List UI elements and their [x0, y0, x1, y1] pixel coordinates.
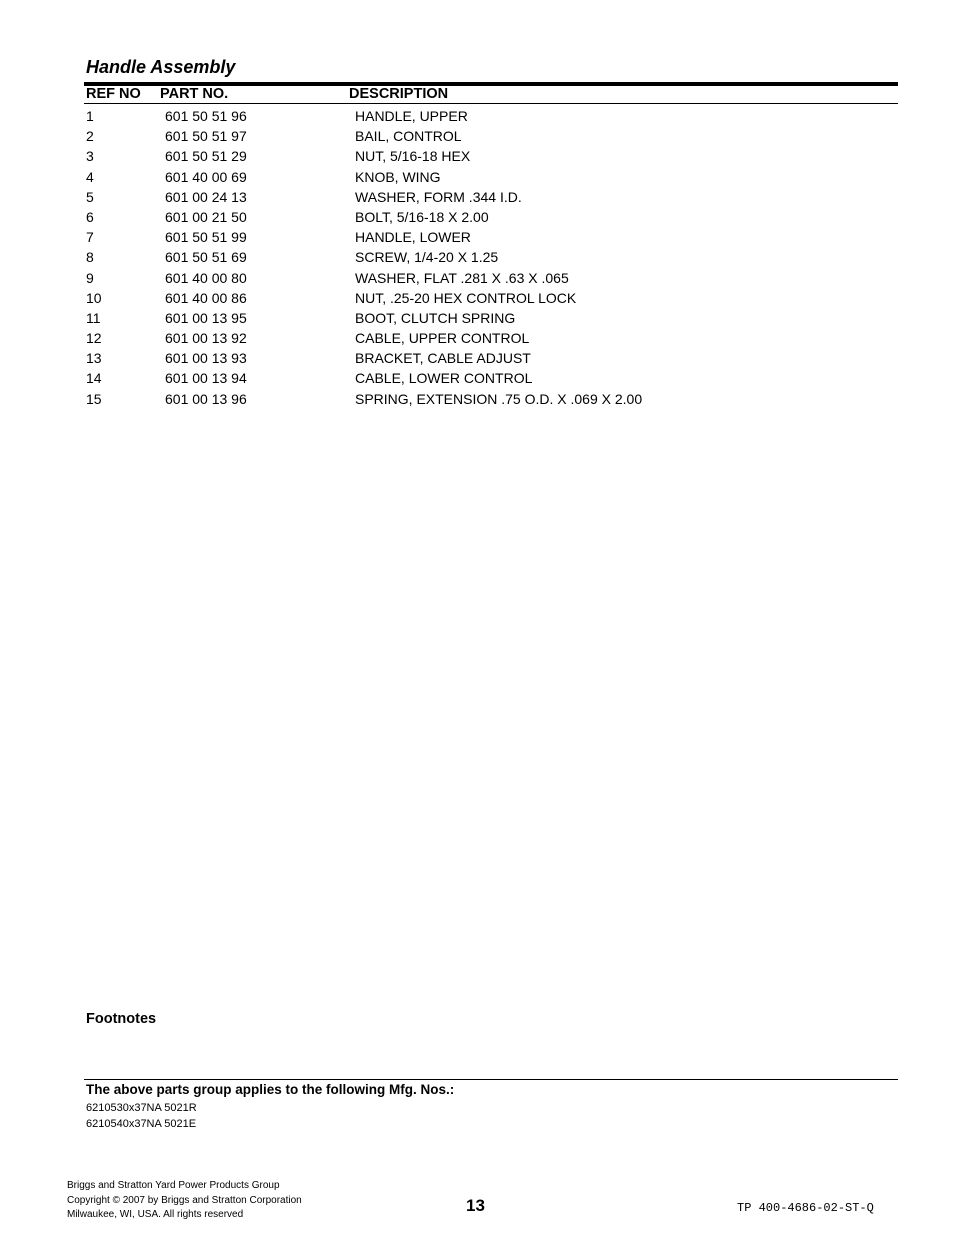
table-row: [0, 146, 954, 166]
description-cell: BRACKET, CABLE ADJUST: [355, 350, 531, 367]
table-row: [0, 187, 954, 207]
description-cell: NUT, .25-20 HEX CONTROL LOCK: [355, 289, 577, 306]
ref-cell: 12: [86, 330, 102, 347]
part-number-cell: 601 50 51 97: [165, 128, 247, 145]
ref-cell: 11: [86, 309, 101, 326]
ref-cell: 15: [86, 390, 102, 407]
description-cell: HANDLE, UPPER: [355, 108, 468, 124]
description-cell: WASHER, FLAT .281 X .63 X .065: [355, 269, 569, 286]
table-row: [0, 207, 954, 227]
table-row: [0, 308, 954, 328]
description-cell: CABLE, LOWER CONTROL: [355, 370, 533, 387]
page-number: 13: [466, 1196, 485, 1215]
description-cell: WASHER, FORM .344 I.D.: [355, 188, 522, 205]
mfg-number: 6210540x37NA 5021E: [86, 1118, 197, 1130]
part-number-cell: 601 00 13 95: [165, 309, 247, 326]
table-row: [0, 389, 954, 409]
description-cell: BAIL, CONTROL: [355, 128, 462, 145]
section-title: Handle Assembly: [86, 57, 236, 77]
table-row: [0, 247, 954, 267]
description-cell: NUT, 5/16-18 HEX: [355, 148, 471, 165]
mfg-numbers-list: [86, 1100, 197, 1132]
ref-cell: 3: [86, 148, 94, 165]
company-name: Briggs and Stratton Yard Power Products Group: [67, 1180, 280, 1191]
column-header-description: DESCRIPTION: [349, 86, 449, 102]
description-cell: BOLT, 5/16-18 X 2.00: [355, 208, 489, 225]
part-number-cell: 601 50 51 29: [165, 148, 247, 165]
table-row: [0, 348, 954, 368]
table-row: [0, 106, 954, 126]
table-row: [0, 288, 954, 308]
part-number-cell: 601 00 13 96: [165, 390, 247, 407]
table-row: [0, 227, 954, 247]
part-number-cell: 601 00 24 13: [165, 188, 247, 205]
footnotes-heading: Footnotes: [86, 1011, 157, 1027]
mfg-rule: [84, 1079, 898, 1080]
parts-table: [0, 106, 954, 409]
ref-cell: 10: [86, 289, 102, 306]
document-code: TP 400-4686-02-ST-Q: [737, 1201, 874, 1215]
part-number-cell: 601 40 00 80: [165, 269, 247, 286]
ref-cell: 4: [86, 168, 94, 185]
rights-text: Milwaukee, WI, USA. All rights reserved: [67, 1209, 244, 1220]
part-number-cell: 601 00 13 93: [165, 350, 247, 367]
table-row: [0, 126, 954, 146]
ref-cell: 2: [86, 128, 94, 145]
part-number-cell: 601 40 00 69: [165, 168, 247, 185]
description-cell: CABLE, UPPER CONTROL: [355, 330, 530, 347]
column-header-ref: REF NO: [86, 86, 141, 102]
table-row: [0, 328, 954, 348]
table-row: [0, 167, 954, 187]
part-number-cell: 601 40 00 86: [165, 289, 247, 306]
ref-cell: 13: [86, 350, 102, 367]
copyright-block: [67, 1179, 302, 1223]
part-number-cell: 601 00 13 94: [165, 370, 247, 387]
copyright-text: Copyright © 2007 by Briggs and Stratton Corporation: [67, 1194, 302, 1206]
ref-cell: 7: [86, 229, 94, 246]
ref-cell: 9: [86, 269, 94, 286]
part-number-cell: 601 50 51 69: [165, 249, 247, 266]
part-number-cell: 601 50 51 96: [165, 108, 247, 124]
ref-cell: 1: [86, 108, 94, 124]
description-cell: HANDLE, LOWER: [355, 229, 471, 246]
part-number-cell: 601 00 13 92: [165, 330, 247, 347]
mfg-numbers-heading: The above parts group applies to the following Mfg. Nos.:: [86, 1082, 455, 1097]
part-number-cell: 601 50 51 99: [165, 229, 247, 246]
ref-cell: 14: [86, 370, 102, 387]
description-cell: KNOB, WING: [355, 168, 441, 185]
column-header-part: PART NO.: [160, 86, 229, 102]
part-number-cell: 601 00 21 50: [165, 208, 247, 225]
description-cell: SPRING, EXTENSION .75 O.D. X .069 X 2.00: [355, 390, 643, 407]
ref-cell: 5: [86, 188, 94, 205]
mfg-number: 6210530x37NA 5021R: [86, 1102, 197, 1114]
table-row: [0, 368, 954, 388]
table-row: [0, 268, 954, 288]
description-cell: SCREW, 1/4-20 X 1.25: [355, 249, 499, 266]
description-cell: BOOT, CLUTCH SPRING: [355, 309, 516, 326]
header-rule: [84, 103, 898, 104]
ref-cell: 6: [86, 208, 94, 225]
ref-cell: 8: [86, 249, 94, 266]
